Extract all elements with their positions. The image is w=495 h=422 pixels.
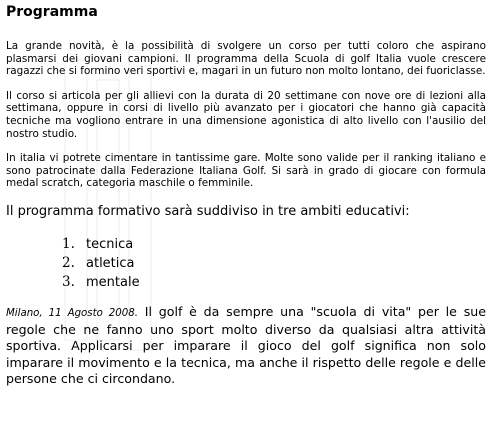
article	[6, 3, 486, 400]
list-item	[6, 235, 486, 254]
closing-text: Il golf è da sempre una "scuola di vita" per le sue regole che ne fanno uno sport molto diverso da qualsiasi altra attività sportiva. Applicarsi per imparare il gioco del golf significa non solo imparare il movimento e la tecnica, ma anche il rispetto delle regole e delle persone che ci circondano.	[6, 303, 486, 386]
list-number: 2.	[62, 254, 75, 271]
list-item	[6, 273, 486, 292]
intro-paragraph: La grande novità, è la possibilità di svolgere un corso per tutti coloro che aspirano plasmarsi dei giovani campioni. Il programma della Scuola di golf Italia vuole crescere ragazzi che si formino veri sportivi e, magari in un futuro non molto lontano, dei fuoriclasse.	[6, 40, 486, 78]
list-label: mentale	[86, 274, 140, 290]
course-paragraph: Il corso si articola per gli allievi con la durata di 20 settimane con nove ore di lezioni alla settimana, oppure in corsi di livello più avanzato per i giocatori che hanno già capacità tecniche ma vogliono entrare in una dimensione agonistica di alto livello con l'ausilio del nostro studio.	[6, 89, 486, 140]
list-item	[6, 254, 486, 273]
list-label: atletica	[86, 255, 135, 271]
list-label: tecnica	[86, 236, 134, 252]
program-list	[6, 235, 486, 292]
program-intro: Il programma formativo sarà suddiviso in tre ambiti educativi:	[6, 203, 410, 219]
closing-paragraph	[6, 304, 486, 387]
list-number: 1.	[62, 235, 75, 252]
page-title: Programma	[6, 4, 98, 20]
date-line: Milano, 11 Agosto 2008.	[6, 307, 138, 319]
competitions-paragraph: In italia vi potrete cimentare in tantissime gare. Molte sono valide per il ranking italiano e sono patrocinate dalla Federazione Italiana Golf. Si sarà in grado di giocare con formula medal scratch, categoria maschile o femminile.	[6, 152, 486, 190]
list-number: 3.	[62, 273, 75, 290]
